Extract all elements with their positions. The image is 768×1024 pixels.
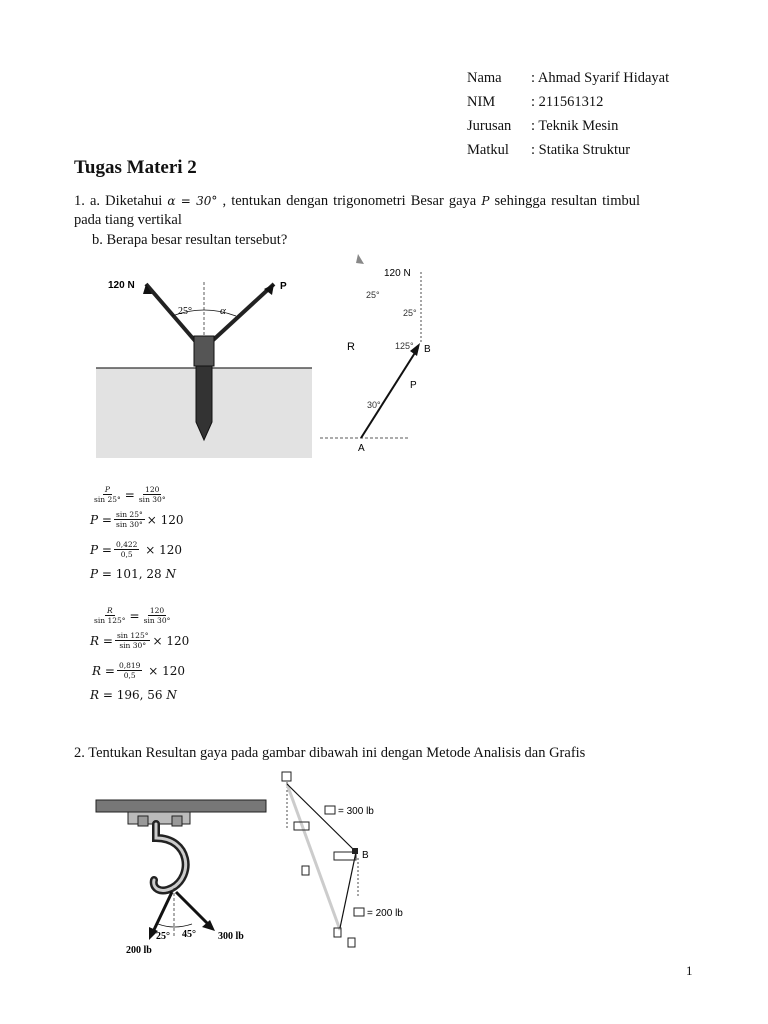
page-title: Tugas Materi 2 xyxy=(74,157,197,178)
denominator: sin 30° xyxy=(115,520,143,529)
fraction xyxy=(142,606,173,625)
unit: N xyxy=(166,688,177,702)
denominator: 0,5 xyxy=(123,671,136,680)
equals-sign: = xyxy=(129,608,140,623)
denominator: sin 30° xyxy=(119,641,147,650)
label-box-300 xyxy=(325,806,335,814)
denominator: sin 30° xyxy=(138,495,166,504)
force-300-label: 300 lb xyxy=(218,931,244,942)
lhs: R xyxy=(92,663,102,678)
fraction xyxy=(115,631,151,650)
lhs: R xyxy=(90,688,100,702)
info-value: : Statika Struktur xyxy=(531,142,631,158)
equation-6 xyxy=(90,631,189,650)
q1a-mid: , tentukan dengan trigonometri Besar gaya xyxy=(222,193,477,209)
point-b-marker xyxy=(352,848,358,854)
post-top xyxy=(194,336,214,366)
angle-alpha-label: α xyxy=(220,305,226,317)
equation-3 xyxy=(90,540,182,559)
bolt-right xyxy=(172,816,182,826)
equals-sign: = xyxy=(101,542,112,557)
point-b-label: B xyxy=(424,344,431,355)
force-120-label: 120 N xyxy=(108,280,135,291)
info-value: : Teknik Mesin xyxy=(531,118,619,134)
denominator: 0,5 xyxy=(120,550,133,559)
lhs: P xyxy=(90,512,99,527)
post-rope-figure xyxy=(96,272,318,458)
angle-arc xyxy=(158,924,192,927)
numerator: 120 xyxy=(149,606,165,615)
angle-30-label: 30° xyxy=(367,400,381,410)
label-box-200 xyxy=(354,908,364,916)
force-p-vector xyxy=(361,348,418,438)
result-value: 101, 28 xyxy=(115,567,162,581)
lhs: P xyxy=(90,567,99,581)
force-120-label: 120 N xyxy=(384,268,411,279)
angle-125-label: 125° xyxy=(395,341,414,351)
bolt-left xyxy=(138,816,148,826)
info-value: : 211561312 xyxy=(531,94,604,110)
unit: N xyxy=(165,567,176,581)
equals-sign: = xyxy=(124,487,135,502)
info-key: Nama xyxy=(467,70,502,86)
result-value: 196, 56 xyxy=(116,688,163,702)
info-row-nama xyxy=(467,66,669,90)
equals-sign: = xyxy=(101,567,112,581)
force-p-label: P xyxy=(410,380,417,391)
q1a-suffix: sehingga resultan timbul pada tiang vertikal xyxy=(74,193,641,228)
denominator: sin 30° xyxy=(143,616,171,625)
page-number: 1 xyxy=(686,963,693,978)
info-key: NIM xyxy=(467,94,496,110)
multiplier: × 120 xyxy=(152,633,190,648)
info-key: Matkul xyxy=(467,142,509,158)
student-info xyxy=(467,66,669,162)
numerator: sin 125° xyxy=(116,631,149,640)
force-200-label: = 200 lb xyxy=(367,908,403,919)
info-row-nim xyxy=(467,90,669,114)
lhs: P xyxy=(90,542,99,557)
angle-25-label: 25° xyxy=(403,308,417,318)
numerator: 120 xyxy=(145,485,160,494)
equation-8 xyxy=(90,688,177,702)
equation-7 xyxy=(92,661,185,680)
numerator: sin 25° xyxy=(115,510,143,519)
numerator: P xyxy=(104,485,110,494)
multiplier: × 120 xyxy=(145,542,183,557)
angle-25-label: 25° xyxy=(156,931,170,942)
angle-45-label: 45° xyxy=(182,929,196,940)
equation-1 xyxy=(90,485,170,504)
fraction xyxy=(117,661,142,680)
point-a-box xyxy=(282,772,291,781)
force-300-label: = 300 lb xyxy=(338,806,374,817)
question-1b: b. Berapa besar resultan tersebut? xyxy=(92,232,288,248)
numerator: 0,819 xyxy=(118,661,141,670)
question-2: 2. Tentukan Resultan gaya pada gambar dibawah ini dengan Metode Analisis dan Grafis xyxy=(74,745,586,761)
info-key: Jurusan xyxy=(467,118,512,134)
ceiling-plate xyxy=(96,800,266,812)
equals-sign: = xyxy=(102,688,113,702)
angle-25-label: 25° xyxy=(178,306,192,317)
denominator: sin 125° xyxy=(94,616,126,625)
equals-sign: = xyxy=(104,663,115,678)
info-row-jurusan xyxy=(467,114,669,138)
fraction xyxy=(92,606,128,625)
denominator: sin 25° xyxy=(94,495,121,504)
lhs: R xyxy=(90,633,100,648)
force-200-vector xyxy=(340,852,356,928)
equals-sign: = xyxy=(101,512,112,527)
alpha-value: α = 30° xyxy=(167,194,218,208)
fraction xyxy=(137,485,168,504)
question-1a xyxy=(74,192,640,230)
fraction xyxy=(92,485,123,504)
cursor-icon xyxy=(356,254,364,264)
force-300-vector xyxy=(176,892,210,926)
numerator: 0,422 xyxy=(115,540,138,549)
multiplier: × 120 xyxy=(148,663,186,678)
force-p-label: P xyxy=(280,281,287,292)
point-a-label: A xyxy=(358,443,365,454)
multiplier: × 120 xyxy=(146,512,184,527)
force-polygon-diagram xyxy=(278,770,428,952)
force-200-vector xyxy=(152,892,172,934)
force-200-label: 200 lb xyxy=(126,945,152,956)
q1a-prefix: 1. a. Diketahui xyxy=(74,193,163,209)
equation-5 xyxy=(90,606,174,625)
hook-figure xyxy=(94,796,274,958)
force-triangle-diagram xyxy=(318,250,450,454)
fraction xyxy=(114,510,145,529)
equals-sign: = xyxy=(102,633,113,648)
resultant-label-box xyxy=(302,866,309,875)
equation-4 xyxy=(90,567,176,581)
info-value: : Ahmad Syarif Hidayat xyxy=(531,70,670,86)
p-variable: P xyxy=(481,194,490,208)
angle-25-label: 25° xyxy=(366,290,380,300)
fraction xyxy=(114,540,139,559)
resultant-r-label: R xyxy=(347,341,355,353)
equation-2 xyxy=(90,510,184,529)
point-d-box xyxy=(348,938,355,947)
info-row-matkul xyxy=(467,138,669,162)
numerator: R xyxy=(106,606,113,615)
force-300-vector xyxy=(287,784,354,850)
point-b-label: B xyxy=(362,850,369,861)
